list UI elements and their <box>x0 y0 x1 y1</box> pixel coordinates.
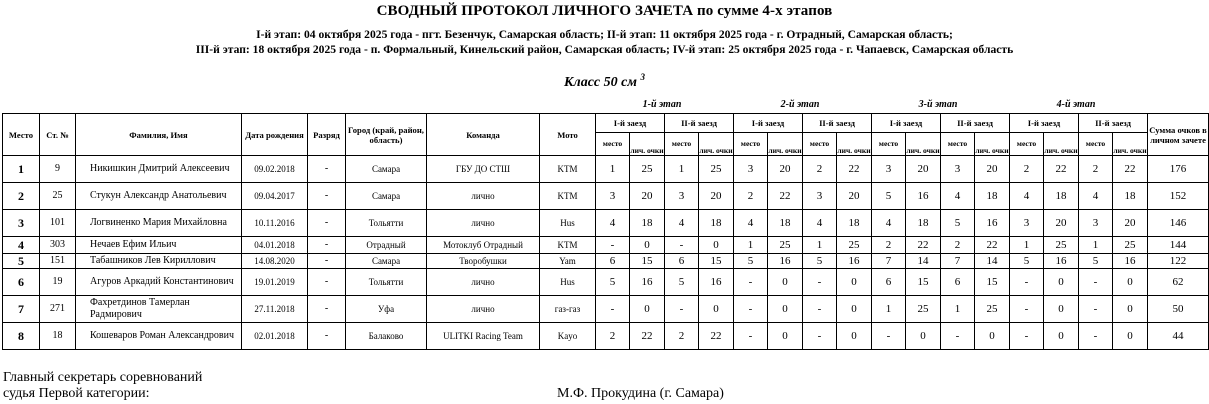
header-sub-place: место <box>941 133 975 156</box>
cell-team: лично <box>427 269 540 296</box>
cell-race-points: 18 <box>906 210 941 237</box>
results-body <box>3 156 1209 350</box>
table-row <box>3 183 1209 210</box>
cell-race-place: - <box>734 323 768 350</box>
cell-race-place: 2 <box>1079 156 1113 183</box>
cell-city: Балаково <box>346 323 427 350</box>
cell-race-place: 2 <box>941 237 975 254</box>
cell-race-points: 14 <box>906 254 941 269</box>
cell-race-points: 0 <box>906 323 941 350</box>
header-sub-points: лич. очки <box>837 133 872 156</box>
cell-race-place: 7 <box>872 254 906 269</box>
cell-race-points: 20 <box>906 156 941 183</box>
cell-race-place: - <box>803 269 837 296</box>
table-row <box>3 156 1209 183</box>
footer-signature: М.Ф. Прокудина (г. Самара) <box>557 386 724 401</box>
cell-race-points: 22 <box>630 323 665 350</box>
cell-race-points: 22 <box>906 237 941 254</box>
cell-race-place: 1 <box>803 237 837 254</box>
cell-race-place: 2 <box>872 237 906 254</box>
cell-race-points: 18 <box>630 210 665 237</box>
cell-race-place: 5 <box>1010 254 1044 269</box>
cell-team: ULITKI Racing Team <box>427 323 540 350</box>
cell-race-points: 0 <box>768 296 803 323</box>
cell-team: Творобушки <box>427 254 540 269</box>
results-table <box>2 113 1209 350</box>
cell-race-place: 4 <box>665 210 699 237</box>
cell-race-points: 20 <box>975 156 1010 183</box>
cell-team: лично <box>427 210 540 237</box>
cell-race-place: 3 <box>1010 210 1044 237</box>
cell-start-no: 19 <box>40 269 76 296</box>
cell-race-points: 20 <box>699 183 734 210</box>
table-row <box>3 237 1209 254</box>
stages-line: I-й этап: 04 октября 2025 года - пгт. Безенчук, Самарская область; II-й этап: 11 октября 2025 года - г. Отрадный, Самарская область; <box>256 28 953 41</box>
cell-race-place: 6 <box>596 254 630 269</box>
table-row <box>3 296 1209 323</box>
cell-race-points: 0 <box>837 323 872 350</box>
cell-race-place: 1 <box>872 296 906 323</box>
cell-race-place: - <box>665 296 699 323</box>
cell-race-points: 20 <box>1044 210 1079 237</box>
cell-race-place: 3 <box>803 183 837 210</box>
cell-city: Тольятти <box>346 210 427 237</box>
cell-place: 3 <box>3 210 40 237</box>
cell-rank: - <box>308 156 346 183</box>
cell-race-place: 7 <box>941 254 975 269</box>
cell-dob: 14.08.2020 <box>242 254 308 269</box>
cell-name: Табашников Лев Кириллович <box>76 254 242 269</box>
cell-race-points: 14 <box>975 254 1010 269</box>
header-sub-place: место <box>665 133 699 156</box>
cell-race-place: 5 <box>665 269 699 296</box>
cell-race-place: - <box>1010 323 1044 350</box>
cell-start-no: 25 <box>40 183 76 210</box>
cell-total: 50 <box>1148 296 1209 323</box>
cell-race-place: 6 <box>665 254 699 269</box>
cell-race-points: 20 <box>768 156 803 183</box>
cell-race-points: 16 <box>1113 254 1148 269</box>
cell-total: 122 <box>1148 254 1209 269</box>
cell-race-place: 4 <box>596 210 630 237</box>
header-rank: Разряд <box>308 114 346 156</box>
class-title-text: Класс 50 см <box>564 75 637 90</box>
cell-race-points: 25 <box>699 156 734 183</box>
cell-race-points: 0 <box>975 323 1010 350</box>
cell-race-points: 18 <box>1044 183 1079 210</box>
cell-race-place: 2 <box>596 323 630 350</box>
header-race-1: I-й заезд <box>1010 114 1079 133</box>
header-sub-place: место <box>1079 133 1113 156</box>
header-race-1: I-й заезд <box>872 114 941 133</box>
cell-race-place: 1 <box>1079 237 1113 254</box>
cell-race-place: 4 <box>872 210 906 237</box>
cell-race-place: 4 <box>734 210 768 237</box>
cell-total: 146 <box>1148 210 1209 237</box>
header-team: Команда <box>427 114 540 156</box>
stage-label-2: 2-й этап <box>780 99 820 110</box>
cell-place: 2 <box>3 183 40 210</box>
cell-race-place: 4 <box>941 183 975 210</box>
cell-place: 8 <box>3 323 40 350</box>
header-name: Фамилия, Имя <box>76 114 242 156</box>
cell-race-place: 3 <box>1079 210 1113 237</box>
cell-race-points: 0 <box>1044 269 1079 296</box>
cell-moto: Hus <box>540 210 596 237</box>
header-race-1: I-й заезд <box>734 114 803 133</box>
footer-line-1: Главный секретарь соревнований <box>3 370 203 385</box>
header-sub-points: лич. очки <box>1113 133 1148 156</box>
cell-race-points: 20 <box>837 183 872 210</box>
cell-moto: KTM <box>540 183 596 210</box>
header-sub-points: лич. очки <box>1044 133 1079 156</box>
header-sub-points: лич. очки <box>906 133 941 156</box>
cell-race-points: 16 <box>975 210 1010 237</box>
cell-race-place: 3 <box>941 156 975 183</box>
cell-total: 144 <box>1148 237 1209 254</box>
cell-race-points: 22 <box>699 323 734 350</box>
class-title-superscript: 3 <box>640 72 645 82</box>
cell-race-place: - <box>734 269 768 296</box>
cell-race-place: 2 <box>734 183 768 210</box>
cell-rank: - <box>308 237 346 254</box>
cell-dob: 04.01.2018 <box>242 237 308 254</box>
cell-race-place: 5 <box>734 254 768 269</box>
stage-label-1: 1-й этап <box>642 99 682 110</box>
header-race-1: I-й заезд <box>596 114 665 133</box>
cell-race-points: 16 <box>630 269 665 296</box>
cell-race-place: - <box>734 296 768 323</box>
cell-race-place: - <box>941 323 975 350</box>
cell-race-place: 1 <box>665 156 699 183</box>
header-sub-place: место <box>872 133 906 156</box>
cell-race-points: 25 <box>837 237 872 254</box>
cell-race-points: 16 <box>699 269 734 296</box>
cell-race-place: 6 <box>872 269 906 296</box>
cell-race-points: 25 <box>975 296 1010 323</box>
header-dob: Дата рождения <box>242 114 308 156</box>
header-total: Сумма очков в личном зачете <box>1148 114 1209 156</box>
header-sub-place: место <box>734 133 768 156</box>
cell-race-place: - <box>1079 296 1113 323</box>
cell-race-points: 25 <box>630 156 665 183</box>
cell-name: Фахретдинов Тамерлан Радмирович <box>76 296 242 323</box>
cell-race-place: 3 <box>665 183 699 210</box>
cell-race-place: - <box>872 323 906 350</box>
cell-race-place: - <box>665 237 699 254</box>
cell-rank: - <box>308 254 346 269</box>
cell-race-points: 0 <box>699 237 734 254</box>
cell-city: Отрадный <box>346 237 427 254</box>
cell-race-points: 25 <box>1044 237 1079 254</box>
cell-race-points: 16 <box>768 254 803 269</box>
cell-rank: - <box>308 183 346 210</box>
cell-start-no: 151 <box>40 254 76 269</box>
header-sub-place: место <box>803 133 837 156</box>
cell-race-points: 18 <box>837 210 872 237</box>
cell-race-points: 0 <box>1113 269 1148 296</box>
cell-total: 152 <box>1148 183 1209 210</box>
cell-place: 6 <box>3 269 40 296</box>
cell-race-points: 20 <box>1113 210 1148 237</box>
cell-race-place: 2 <box>665 323 699 350</box>
cell-race-points: 15 <box>906 269 941 296</box>
cell-race-points: 22 <box>837 156 872 183</box>
cell-race-place: 5 <box>596 269 630 296</box>
cell-moto: KTM <box>540 237 596 254</box>
cell-race-place: - <box>1079 323 1113 350</box>
cell-team: ГБУ ДО СТШ <box>427 156 540 183</box>
cell-rank: - <box>308 296 346 323</box>
cell-total: 176 <box>1148 156 1209 183</box>
cell-city: Тольятти <box>346 269 427 296</box>
header-race-2: II-й заезд <box>941 114 1010 133</box>
header-race-2: II-й заезд <box>665 114 734 133</box>
cell-race-place: 3 <box>596 183 630 210</box>
header-sub-points: лич. очки <box>975 133 1010 156</box>
header-sub-points: лич. очки <box>768 133 803 156</box>
cell-race-place: 4 <box>803 210 837 237</box>
cell-race-place: - <box>1010 296 1044 323</box>
cell-race-place: - <box>1010 269 1044 296</box>
header-sub-place: место <box>596 133 630 156</box>
cell-race-points: 18 <box>699 210 734 237</box>
cell-race-points: 22 <box>768 183 803 210</box>
header-city: Город (край, район, область) <box>346 114 427 156</box>
stage-label-4: 4-й этап <box>1056 99 1096 110</box>
cell-race-points: 15 <box>630 254 665 269</box>
cell-race-points: 0 <box>1044 323 1079 350</box>
cell-race-points: 15 <box>975 269 1010 296</box>
header-place: Место <box>3 114 40 156</box>
cell-city: Самара <box>346 156 427 183</box>
header-sub-place: место <box>1010 133 1044 156</box>
cell-race-place: 5 <box>941 210 975 237</box>
cell-race-place: 3 <box>872 156 906 183</box>
cell-race-points: 0 <box>1044 296 1079 323</box>
cell-race-place: 1 <box>1010 237 1044 254</box>
cell-race-place: 3 <box>734 156 768 183</box>
cell-city: Самара <box>346 254 427 269</box>
cell-place: 1 <box>3 156 40 183</box>
cell-race-points: 0 <box>1113 323 1148 350</box>
header-race-2: II-й заезд <box>803 114 872 133</box>
cell-race-place: - <box>803 323 837 350</box>
footer-line-2: судья Первой категории: <box>3 386 150 401</box>
cell-moto: Yam <box>540 254 596 269</box>
cell-name: Никишкин Дмитрий Алексеевич <box>76 156 242 183</box>
cell-race-points: 0 <box>630 237 665 254</box>
cell-city: Уфа <box>346 296 427 323</box>
cell-race-points: 16 <box>906 183 941 210</box>
cell-total: 62 <box>1148 269 1209 296</box>
cell-place: 5 <box>3 254 40 269</box>
header-sub-points: лич. очки <box>630 133 665 156</box>
table-row <box>3 254 1209 269</box>
table-row <box>3 210 1209 237</box>
cell-race-place: 4 <box>1010 183 1044 210</box>
cell-race-place: - <box>596 296 630 323</box>
cell-race-points: 20 <box>630 183 665 210</box>
cell-name: Кошеваров Роман Александрович <box>76 323 242 350</box>
cell-rank: - <box>308 323 346 350</box>
cell-race-points: 18 <box>768 210 803 237</box>
footer-secretary <box>3 370 202 402</box>
cell-place: 7 <box>3 296 40 323</box>
cell-place: 4 <box>3 237 40 254</box>
cell-race-points: 0 <box>837 296 872 323</box>
cell-start-no: 9 <box>40 156 76 183</box>
cell-moto: Hus <box>540 269 596 296</box>
cell-race-points: 16 <box>837 254 872 269</box>
cell-start-no: 101 <box>40 210 76 237</box>
cell-name: Нечаев Ефим Ильич <box>76 237 242 254</box>
cell-race-points: 0 <box>837 269 872 296</box>
cell-rank: - <box>308 269 346 296</box>
table-row <box>3 269 1209 296</box>
header-start-no: Ст. № <box>40 114 76 156</box>
cell-dob: 10.11.2016 <box>242 210 308 237</box>
cell-name: Стукун Александр Анатольевич <box>76 183 242 210</box>
cell-total: 44 <box>1148 323 1209 350</box>
cell-race-place: - <box>596 237 630 254</box>
cell-race-points: 16 <box>1044 254 1079 269</box>
cell-dob: 02.01.2018 <box>242 323 308 350</box>
cell-team: Мотоклуб Отрадный <box>427 237 540 254</box>
cell-start-no: 18 <box>40 323 76 350</box>
cell-race-points: 25 <box>906 296 941 323</box>
table-row <box>3 323 1209 350</box>
header-race-2: II-й заезд <box>1079 114 1148 133</box>
cell-moto: газ-газ <box>540 296 596 323</box>
page-title: СВОДНЫЙ ПРОТОКОЛ ЛИЧНОГО ЗАЧЕТА по сумме 4-х этапов <box>376 3 833 19</box>
cell-name: Агуров Аркадий Константинович <box>76 269 242 296</box>
cell-race-points: 0 <box>630 296 665 323</box>
cell-race-place: - <box>1079 269 1113 296</box>
cell-race-place: 1 <box>734 237 768 254</box>
stage-label-3: 3-й этап <box>918 99 958 110</box>
cell-race-place: 1 <box>941 296 975 323</box>
cell-moto: Kayo <box>540 323 596 350</box>
cell-dob: 09.04.2017 <box>242 183 308 210</box>
cell-city: Самара <box>346 183 427 210</box>
cell-name: Логвиненко Мария Михайловна <box>76 210 242 237</box>
cell-race-points: 0 <box>699 296 734 323</box>
cell-race-points: 0 <box>768 269 803 296</box>
cell-race-place: 2 <box>803 156 837 183</box>
cell-race-points: 0 <box>1113 296 1148 323</box>
stages-line: III-й этап: 18 октября 2025 года - п. Формальный, Кинельский район, Самарская область; IV-й этап: 25 октября 2025 года - г. Чапаевск, Самарская область <box>195 43 1014 56</box>
cell-race-points: 22 <box>1044 156 1079 183</box>
cell-race-points: 18 <box>975 183 1010 210</box>
cell-race-place: 5 <box>872 183 906 210</box>
stages-info <box>0 27 1209 57</box>
cell-team: лично <box>427 296 540 323</box>
header-sub-points: лич. очки <box>699 133 734 156</box>
class-title <box>0 72 1209 91</box>
cell-race-place: 6 <box>941 269 975 296</box>
cell-moto: KTM <box>540 156 596 183</box>
cell-dob: 09.02.2018 <box>242 156 308 183</box>
cell-race-place: - <box>803 296 837 323</box>
cell-race-points: 18 <box>1113 183 1148 210</box>
cell-team: лично <box>427 183 540 210</box>
cell-race-points: 0 <box>768 323 803 350</box>
header-moto: Мото <box>540 114 596 156</box>
cell-rank: - <box>308 210 346 237</box>
cell-race-points: 25 <box>768 237 803 254</box>
cell-race-place: 5 <box>803 254 837 269</box>
cell-race-points: 15 <box>699 254 734 269</box>
cell-race-points: 25 <box>1113 237 1148 254</box>
cell-start-no: 303 <box>40 237 76 254</box>
cell-dob: 27.11.2018 <box>242 296 308 323</box>
cell-start-no: 271 <box>40 296 76 323</box>
cell-race-points: 22 <box>975 237 1010 254</box>
cell-race-place: 1 <box>596 156 630 183</box>
cell-race-points: 22 <box>1113 156 1148 183</box>
cell-race-place: 2 <box>1010 156 1044 183</box>
cell-race-place: 5 <box>1079 254 1113 269</box>
cell-race-place: 4 <box>1079 183 1113 210</box>
cell-dob: 19.01.2019 <box>242 269 308 296</box>
